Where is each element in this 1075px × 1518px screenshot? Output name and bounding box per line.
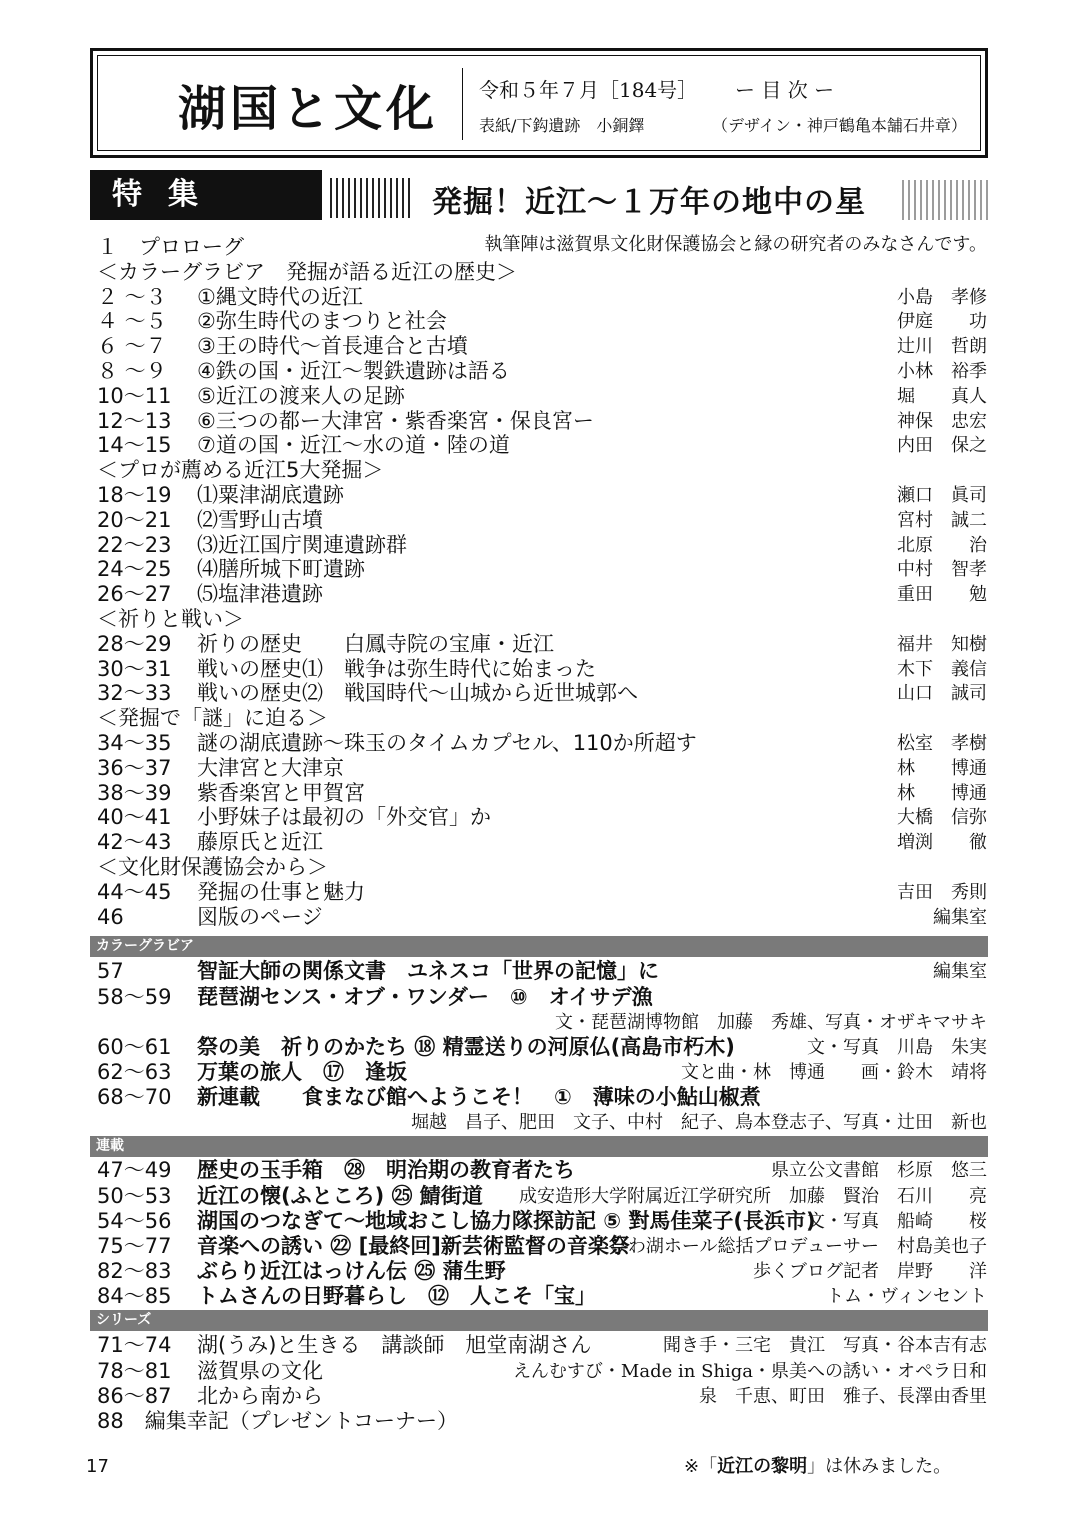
page-range: 20～21 xyxy=(97,507,172,532)
article-author: 北原 治 xyxy=(897,534,987,556)
toc-row xyxy=(0,582,1075,607)
toc-row xyxy=(0,805,1075,830)
page-range: 57 xyxy=(97,959,124,983)
article-title: 北から南から xyxy=(197,1384,323,1408)
section-band: カラーグラビア xyxy=(90,936,988,957)
article-author: 大橋 信弥 xyxy=(897,807,987,829)
toc-row xyxy=(0,1384,1075,1409)
article-title: 音楽への誘い ㉒ [最終回]新芸術監督の音楽祭 xyxy=(197,1234,630,1258)
article-author: 堀越 昌子、肥田 文子、中村 紀子、鳥本登志子、写真・辻田 新也 xyxy=(411,1112,987,1133)
toc-row xyxy=(0,1209,1075,1234)
article-author: 木下 義信 xyxy=(897,658,987,680)
toc-row xyxy=(0,334,1075,359)
feature-stripes-left xyxy=(330,178,410,218)
design-credit: （デザイン・神戸鶴亀本舗石井章） xyxy=(712,116,967,135)
page-range: 46 xyxy=(97,904,124,929)
article-title: ⑷膳所城下町遺跡 xyxy=(197,557,365,582)
page-number: 17 xyxy=(86,1456,109,1477)
toc-row xyxy=(0,756,1075,781)
toc-row xyxy=(0,1234,1075,1259)
article-author: 吉田 秀則 xyxy=(897,881,987,903)
article-author: トム・ヴィンセント xyxy=(826,1286,987,1307)
article-author: 文と曲・林 博通 画・鈴木 靖将 xyxy=(681,1062,987,1083)
article-title: 万葉の旅人 ⑰ 逢坂 xyxy=(197,1060,407,1084)
page-range: ８ ～９ xyxy=(97,359,167,383)
page-range: 42～43 xyxy=(97,830,172,855)
article-title: 祭の美 祈りのかたち ⑱ 精霊送りの河原仏(高島市朽木) xyxy=(197,1035,735,1059)
article-title: ⑤近江の渡来人の足跡 xyxy=(197,383,405,408)
page-range: 62～63 xyxy=(97,1060,172,1084)
article-author: 成安造形大学附属近江学研究所 加藤 賢治 石川 亮 xyxy=(519,1186,987,1207)
toc-row xyxy=(0,880,1075,905)
toc-row xyxy=(0,706,1075,731)
section-band: 連載 xyxy=(90,1136,988,1157)
toc-row xyxy=(0,1035,1075,1060)
article-author: 重田 勉 xyxy=(897,584,987,606)
note-bold: 近江の黎明 xyxy=(717,1456,808,1477)
toc-row xyxy=(0,433,1075,458)
toc-row xyxy=(0,1284,1075,1309)
footer-note xyxy=(684,1452,951,1478)
section-heading: ＜祈りと戦い＞ xyxy=(97,607,244,631)
article-title: 発掘の仕事と魅力 xyxy=(197,879,365,904)
page-range: 28～29 xyxy=(97,631,172,656)
toc-row xyxy=(0,235,1075,260)
article-author: 編集室 xyxy=(933,906,987,928)
page-range: 84～85 xyxy=(97,1284,172,1308)
page-range: ４ ～５ xyxy=(97,309,167,334)
issue-label: 令和５年７月［184号］ xyxy=(479,78,698,102)
toc-row xyxy=(0,557,1075,582)
article-title: 謎の湖底遺跡～珠玉のタイムカプセル、110か所超す xyxy=(197,731,697,755)
article-title: 戦いの歴史⑵ 戦国時代～山城から近世城郭へ xyxy=(197,681,638,706)
article-author: 小林 裕季 xyxy=(897,361,987,382)
article-author: 中村 智孝 xyxy=(897,559,987,581)
article-title: ⑶近江国庁関連遺跡群 xyxy=(197,532,407,557)
article-title: ぶらり近江はっけん伝 ㉕ 蒲生野 xyxy=(197,1259,506,1283)
article-title: ④鉄の国・近江～製鉄遺跡は語る xyxy=(197,359,510,383)
toc-row xyxy=(0,508,1075,533)
page-range: 26～27 xyxy=(97,582,172,607)
article-title: ⑦道の国・近江～水の道・陸の道 xyxy=(197,433,510,458)
article-author: 伊庭 功 xyxy=(897,311,987,333)
toc-label: ー 目 次 ー xyxy=(735,78,835,102)
feature-label: 特集 xyxy=(90,170,322,220)
article-author: 林 博通 xyxy=(897,757,987,779)
toc-row xyxy=(0,285,1075,310)
toc-row xyxy=(0,985,1075,1010)
article-author: 辻川 哲朗 xyxy=(897,336,987,358)
page-range: 44～45 xyxy=(97,879,172,904)
article-author: えんむすび・Made in Shiga・県美への誘い・オペラ日和 xyxy=(512,1361,987,1382)
article-title: トムさんの日野暮らし ⑫ 人こそ「宝」 xyxy=(197,1284,596,1308)
section-heading: ＜発掘で「謎」に迫る＞ xyxy=(97,706,328,731)
article-author: 松室 孝樹 xyxy=(897,733,987,754)
article-author: 文・琵琶湖博物館 加藤 秀雄、写真・オザキマサキ xyxy=(555,1012,987,1033)
page-range: 18～19 xyxy=(97,483,172,507)
writers-note: 執筆陣は滋賀県文化財保護協会と縁の研究者のみなさんです。 xyxy=(484,234,987,255)
toc-row xyxy=(0,731,1075,756)
toc-row xyxy=(0,1259,1075,1284)
article-author: びわ湖ホール総括プロデューサー 村島美也子 xyxy=(609,1236,987,1257)
article-title: 湖(うみ)と生きる 講談師 旭堂南湖さん xyxy=(197,1333,592,1357)
magazine-title: 湖国と文化 xyxy=(178,81,439,137)
page-range: 47～49 xyxy=(97,1158,172,1182)
toc-row xyxy=(0,1010,1075,1035)
toc-row xyxy=(0,309,1075,334)
article-title: ⑵雪野山古墳 xyxy=(197,507,323,532)
article-author: 泉 千恵、町田 雅子、長澤由香里 xyxy=(699,1386,987,1407)
article-title: 祈りの歴史 白鳳寺院の宝庫・近江 xyxy=(197,631,554,656)
page-range: 58～59 xyxy=(97,985,172,1009)
feature-title: 発掘！近江～１万年の地中の星 xyxy=(432,185,866,220)
article-title: 琵琶湖センス・オブ・ワンダー ⑩ オイサデ漁 xyxy=(197,985,653,1009)
page-range: 30～31 xyxy=(97,656,172,681)
toc-row xyxy=(0,260,1075,285)
page-range: 22～23 xyxy=(97,532,172,557)
page-range: 75～77 xyxy=(97,1234,172,1258)
page-range: 50～53 xyxy=(97,1184,172,1208)
toc-row xyxy=(0,458,1075,483)
article-author: 聞き手・三宅 貴江 写真・谷本吉有志 xyxy=(663,1335,987,1356)
page-range: 38～39 xyxy=(97,780,172,805)
toc-row xyxy=(0,1085,1075,1110)
article-author: 文・写真 川島 朱実 xyxy=(807,1037,987,1058)
feature-stripes-right xyxy=(902,180,988,220)
article-title: 歴史の玉手箱 ㉘ 明治期の教育者たち xyxy=(197,1158,575,1182)
note-prefix: ※「 xyxy=(684,1456,718,1477)
article-title: 近江の懐(ふところ) ㉕ 鯖街道 xyxy=(197,1184,483,1208)
article-title: 滋賀県の文化 xyxy=(197,1359,323,1383)
article-author: 歩くブログ記者 岸野 洋 xyxy=(753,1261,987,1282)
article-title: ⑴粟津湖底遺跡 xyxy=(197,483,344,507)
page-range: 14～15 xyxy=(97,433,172,458)
page-range: 24～25 xyxy=(97,557,172,582)
toc-row xyxy=(0,657,1075,682)
article-author: 堀 真人 xyxy=(897,385,987,407)
page-range: ６ ～７ xyxy=(97,334,167,359)
toc-row xyxy=(0,607,1075,632)
article-author: 文・写真 船崎 桜 xyxy=(807,1211,987,1232)
article-author: 県立公文書館 杉原 悠三 xyxy=(771,1160,987,1181)
article-author: 神保 忠宏 xyxy=(897,410,987,432)
article-title: 小野妹子は最初の「外交官」か xyxy=(197,805,491,830)
toc-row xyxy=(0,1158,1075,1183)
toc-row xyxy=(0,1409,1075,1434)
toc-row xyxy=(0,384,1075,409)
toc-row xyxy=(0,1060,1075,1085)
page-range: 40～41 xyxy=(97,805,172,830)
page-range: 86～87 xyxy=(97,1384,172,1408)
article-title: ③王の時代～首長連合と古墳 xyxy=(197,334,468,359)
article-author: 瀬口 眞司 xyxy=(897,485,987,506)
toc-row xyxy=(0,359,1075,384)
article-author: 福井 知樹 xyxy=(897,633,987,655)
toc-row xyxy=(0,959,1075,984)
page-range: 82～83 xyxy=(97,1259,172,1283)
article-title: 戦いの歴史⑴ 戦争は弥生時代に始まった xyxy=(197,656,596,681)
page-range: 68～70 xyxy=(97,1085,172,1109)
page-range: 36～37 xyxy=(97,755,172,780)
article-title: ①縄文時代の近江 xyxy=(197,284,363,309)
page-range: 78～81 xyxy=(97,1359,172,1383)
page-range: 32～33 xyxy=(97,681,172,706)
article-author: 宮村 誠二 xyxy=(897,509,987,531)
toc-row xyxy=(0,905,1075,930)
toc-row xyxy=(0,855,1075,880)
toc-row xyxy=(0,1333,1075,1358)
toc-row xyxy=(0,781,1075,806)
article-title: ⑸塩津港遺跡 xyxy=(197,582,323,607)
article-author: 増渕 徹 xyxy=(897,832,987,854)
article-author: 小島 孝修 xyxy=(897,286,987,308)
toc-row xyxy=(0,483,1075,508)
toc-row xyxy=(0,1184,1075,1209)
article-title: 智証大師の関係文書 ユネスコ「世界の記憶」に xyxy=(197,959,659,983)
section-heading: ＜カラーグラビア 発掘が語る近江の歴史＞ xyxy=(97,259,517,284)
page-range: ２ ～３ xyxy=(97,284,167,309)
section-band: シリーズ xyxy=(90,1310,988,1331)
page-range: 34～35 xyxy=(97,731,172,755)
article-title: 紫香楽宮と甲賀宮 xyxy=(197,780,365,805)
page-range: 54～56 xyxy=(97,1209,172,1233)
toc-row xyxy=(0,632,1075,657)
page-range: 60～61 xyxy=(97,1035,172,1059)
toc-row xyxy=(0,830,1075,855)
page-range: 12～13 xyxy=(97,408,172,433)
article-title: ⑥三つの都ー大津宮・紫香楽宮・保良宮ー xyxy=(197,408,594,433)
article-title: ②弥生時代のまつりと社会 xyxy=(197,309,447,334)
toc-row xyxy=(0,1359,1075,1384)
section-heading: ＜文化財保護協会から＞ xyxy=(97,855,328,879)
article-author: 内田 保之 xyxy=(897,435,987,457)
toc-row xyxy=(0,1110,1075,1135)
section-heading: 88 編集幸記（プレゼントコーナー） xyxy=(97,1409,459,1433)
section-heading: ＜プロが薦める近江5大発掘＞ xyxy=(97,458,384,483)
article-author: 山口 誠司 xyxy=(897,683,987,705)
section-heading: １ プロローグ xyxy=(97,235,244,259)
article-author: 編集室 xyxy=(933,961,987,982)
page-range: 71～74 xyxy=(97,1333,172,1357)
toc-row xyxy=(0,533,1075,558)
cover-caption: 表紙/下鈎遺跡 小銅鐸 xyxy=(479,116,645,135)
article-title: 藤原氏と近江 xyxy=(197,830,323,855)
note-suffix: 」は休みました。 xyxy=(807,1456,952,1477)
article-title: 湖国のつなぎて～地域おこし協力隊探訪記 ⑤ 對馬佳菜子(長浜市) xyxy=(197,1209,816,1233)
header-divider xyxy=(462,68,463,140)
article-title: 新連載 食まなび館へようこそ！ ① 薄味の小鮎山椒煮 xyxy=(197,1085,761,1109)
article-title: 図版のページ xyxy=(197,904,323,929)
article-title: 大津宮と大津京 xyxy=(197,755,344,780)
toc-row xyxy=(0,681,1075,706)
toc-row xyxy=(0,409,1075,434)
article-author: 林 博通 xyxy=(897,782,987,804)
page-range: 10～11 xyxy=(97,383,172,408)
